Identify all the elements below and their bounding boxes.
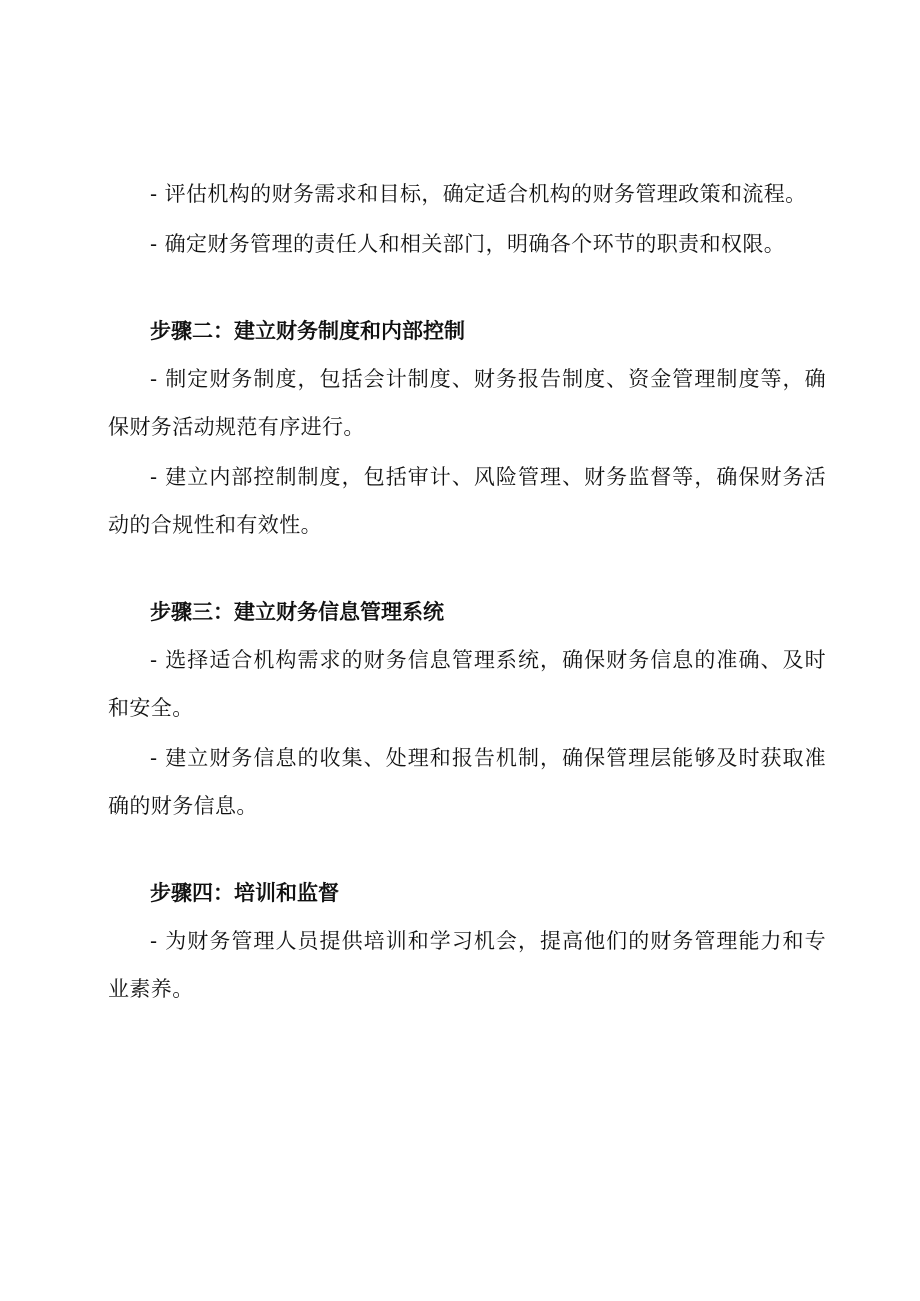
section-heading: 步骤四：培训和监督	[150, 881, 339, 905]
section-step-4	[108, 869, 826, 1013]
paragraph: - 为财务管理人员提供培训和学习机会，提高他们的财务管理能力和专业素养。	[108, 929, 826, 1001]
section-step-3	[108, 588, 826, 830]
paragraph: - 建立财务信息的收集、处理和报告机制，确保管理层能够及时获取准确的财务信息。	[108, 746, 826, 818]
paragraph: - 制定财务制度，包括会计制度、财务报告制度、资金管理制度等，确保财务活动规范有序进行。	[108, 367, 826, 439]
paragraph: - 选择适合机构需求的财务信息管理系统，确保财务信息的准确、及时和安全。	[108, 648, 826, 720]
intro-block	[108, 170, 826, 268]
section-heading: 步骤二：建立财务制度和内部控制	[150, 319, 465, 343]
paragraph: - 评估机构的财务需求和目标，确定适合机构的财务管理政策和流程。	[150, 182, 807, 206]
section-step-2	[108, 307, 826, 549]
paragraph: - 确定财务管理的责任人和相关部门，明确各个环节的职责和权限。	[150, 232, 786, 256]
paragraph: - 建立内部控制制度，包括审计、风险管理、财务监督等，确保财务活动的合规性和有效性。	[108, 465, 826, 537]
section-heading: 步骤三：建立财务信息管理系统	[150, 600, 444, 624]
